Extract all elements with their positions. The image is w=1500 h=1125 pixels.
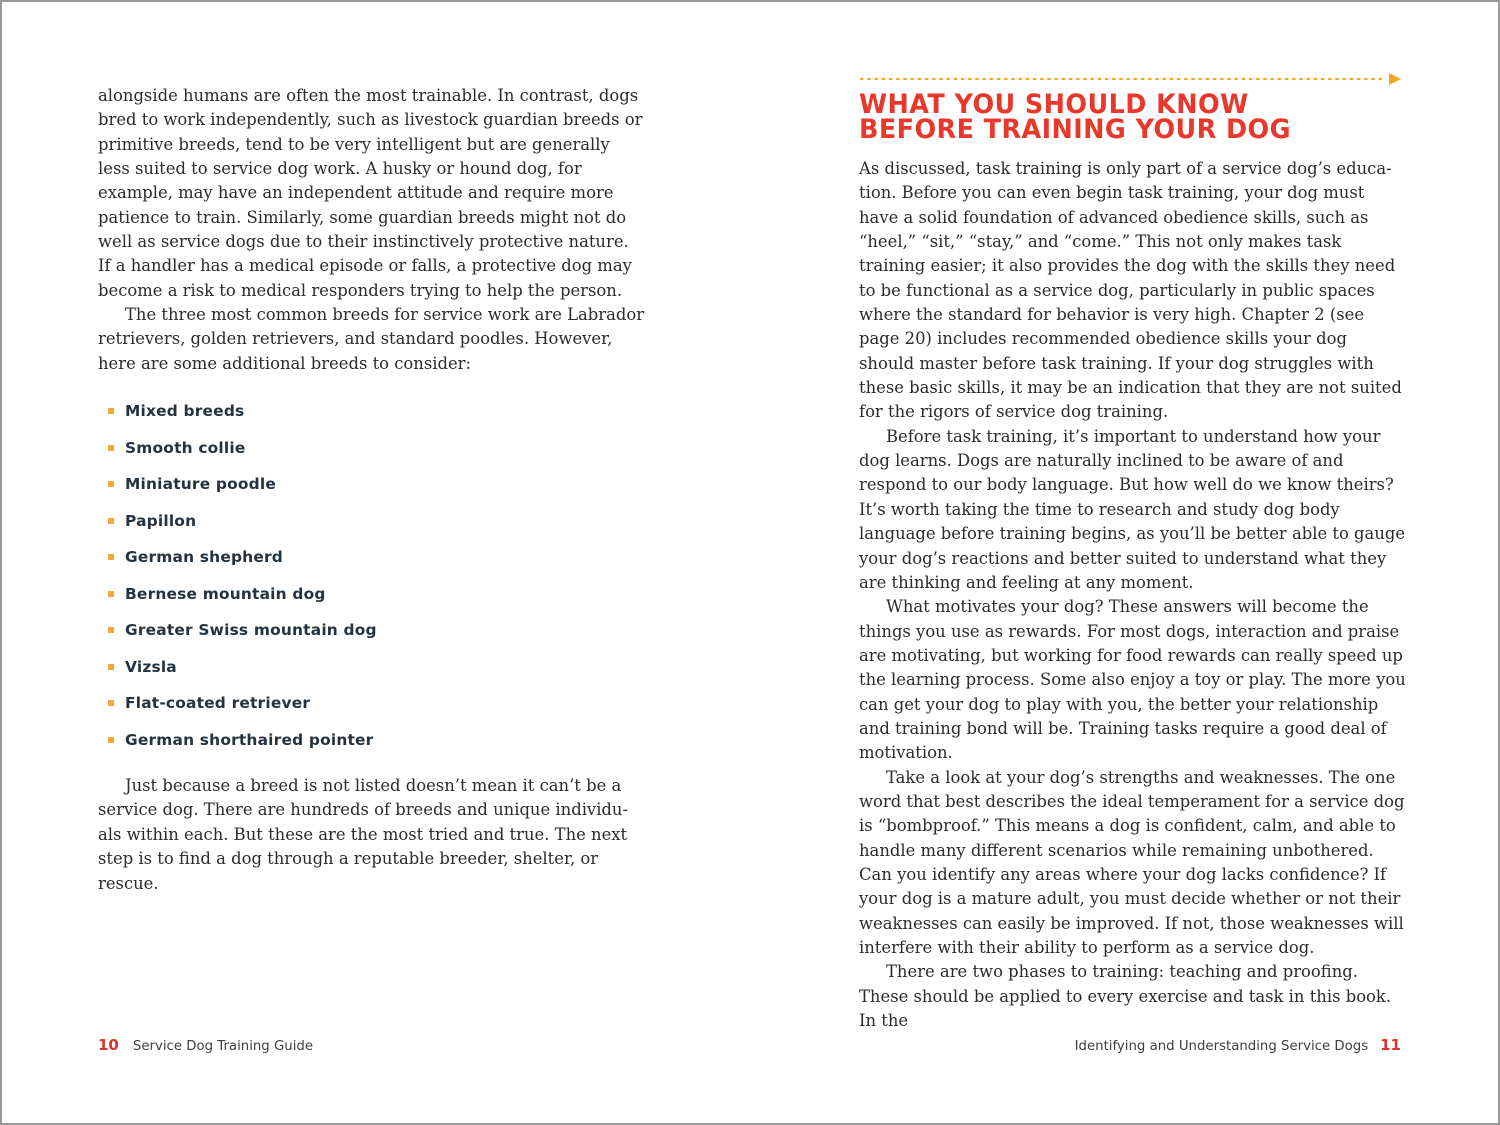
breed-label: Papillon <box>125 511 197 530</box>
running-title: Service Dog Training Guide <box>132 1039 314 1054</box>
left-page <box>98 84 646 896</box>
breeds-paragraph: The three most common breeds for service work are Labrador retrievers, golden retrievers, and standard poodles. However, here are some additional breeds to consider: <box>98 305 645 373</box>
breed-label: Miniature poodle <box>125 475 277 494</box>
breed-label: Greater Swiss mountain dog <box>125 621 377 640</box>
square-bullet-icon <box>108 518 114 524</box>
list-item <box>98 430 646 467</box>
right-page <box>859 157 1407 1033</box>
square-bullet-icon <box>108 554 114 560</box>
breed-list <box>98 393 646 758</box>
list-item <box>98 576 646 613</box>
breed-label: Smooth collie <box>125 438 246 457</box>
body-paragraph: As discussed, task training is only part of a service dog’s educa-tion. Before you can even begin task training, your dog must have a solid foundation of advanced obedience skills, such as “heel,” “sit,” “stay,” and “come.” This not only makes task training easier; it also provides the dog with the skills they need to be functional as a service dog, particularly in public spaces where the standard for behavior is very high. Chapter 2 (see page 20) includes recommended obedience skills your dog should master before task training. If your dog struggles with these basic skills, it may be an indication that they are not suited for the rigors of service dog training. <box>859 159 1402 422</box>
dotted-rule <box>859 69 1401 89</box>
square-bullet-icon <box>108 627 114 633</box>
list-item <box>98 649 646 686</box>
square-bullet-icon <box>108 737 114 743</box>
breed-label: Mixed breeds <box>125 402 245 421</box>
heading-line-1: WHAT YOU SHOULD KNOW <box>859 88 1249 121</box>
body-paragraph: Take a look at your dog’s strengths and weaknesses. The one word that best describes the ideal temperament for a service dog is “bombproof.” This means a dog is confident, calm, and able to handle many different scenarios while remaining unbothered. Can you identify any areas where your dog lacks confidence? If your dog is a mature adult, you must decide whether or not their weaknesses can easily be improved. If not, those weaknesses will interfere with their ability to perform as a service dog. <box>859 767 1405 957</box>
square-bullet-icon <box>108 481 114 487</box>
list-item <box>98 539 646 576</box>
square-bullet-icon <box>108 700 114 706</box>
heading-line-2: BEFORE TRAINING YOUR DOG <box>859 113 1291 146</box>
square-bullet-icon <box>108 408 114 414</box>
breed-label: Vizsla <box>125 657 177 676</box>
page-number: 10 <box>98 1036 119 1054</box>
left-footer <box>98 1036 313 1054</box>
body-paragraph: What motivates your dog? These answers will become the things you use as rewards. For most dogs, interaction and praise are motivating, but working for food rewards can really speed up the learning process. Some also enjoy a toy or play. The more you can get your dog to play with you, the better your relationship and training bond will be. Training tasks require a good deal of motivation. <box>859 597 1406 763</box>
arrow-right-icon <box>1389 73 1401 85</box>
square-bullet-icon <box>108 664 114 670</box>
list-item <box>98 503 646 540</box>
list-item <box>98 393 646 430</box>
running-title: Identifying and Understanding Service Dogs <box>1074 1039 1369 1054</box>
closing-paragraph: Just because a breed is not listed doesn’t mean it can’t be a service dog. There are hundreds of breeds and unique individu-als within each. But these are the most tried and true. The next step is to find a dog through a reputable breeder, shelter, or rescue. <box>98 776 629 893</box>
list-item <box>98 612 646 649</box>
breed-label: Bernese mountain dog <box>125 584 326 603</box>
intro-paragraph: alongside humans are often the most trainable. In contrast, dogs bred to work independently, such as livestock guardian breeds or primitive breeds, tend to be very intelligent but are generally less suited to service dog work. A husky or hound dog, for example, may have an independent attitude and require more patience to train. Similarly, some guardian breeds might not do well as service dogs due to their instinctively protective nature. If a handler has a medical episode or falls, a protective dog may become a risk to medical responders trying to help the person. <box>98 86 643 300</box>
list-item <box>98 685 646 722</box>
page-number: 11 <box>1380 1036 1401 1054</box>
breed-label: Flat-coated retriever <box>125 694 311 713</box>
breed-label: German shorthaired pointer <box>125 730 374 749</box>
right-footer <box>1075 1036 1401 1054</box>
square-bullet-icon <box>108 445 114 451</box>
list-item <box>98 466 646 503</box>
section-heading <box>859 88 1419 146</box>
list-item <box>98 722 646 759</box>
body-paragraph: Before task training, it’s important to understand how your dog learns. Dogs are naturally inclined to be aware of and respond to our body language. But how well do we know theirs? It’s worth taking the time to research and study dog body language before training begins, as you’ll be better able to gauge your dog’s reactions and better suited to understand what they are thinking and feeling at any moment. <box>859 426 1406 592</box>
breed-label: German shepherd <box>125 548 283 567</box>
square-bullet-icon <box>108 591 114 597</box>
body-paragraph: There are two phases to training: teaching and proofing. These should be applied to every exercise and task in this book. In the <box>859 962 1392 1031</box>
